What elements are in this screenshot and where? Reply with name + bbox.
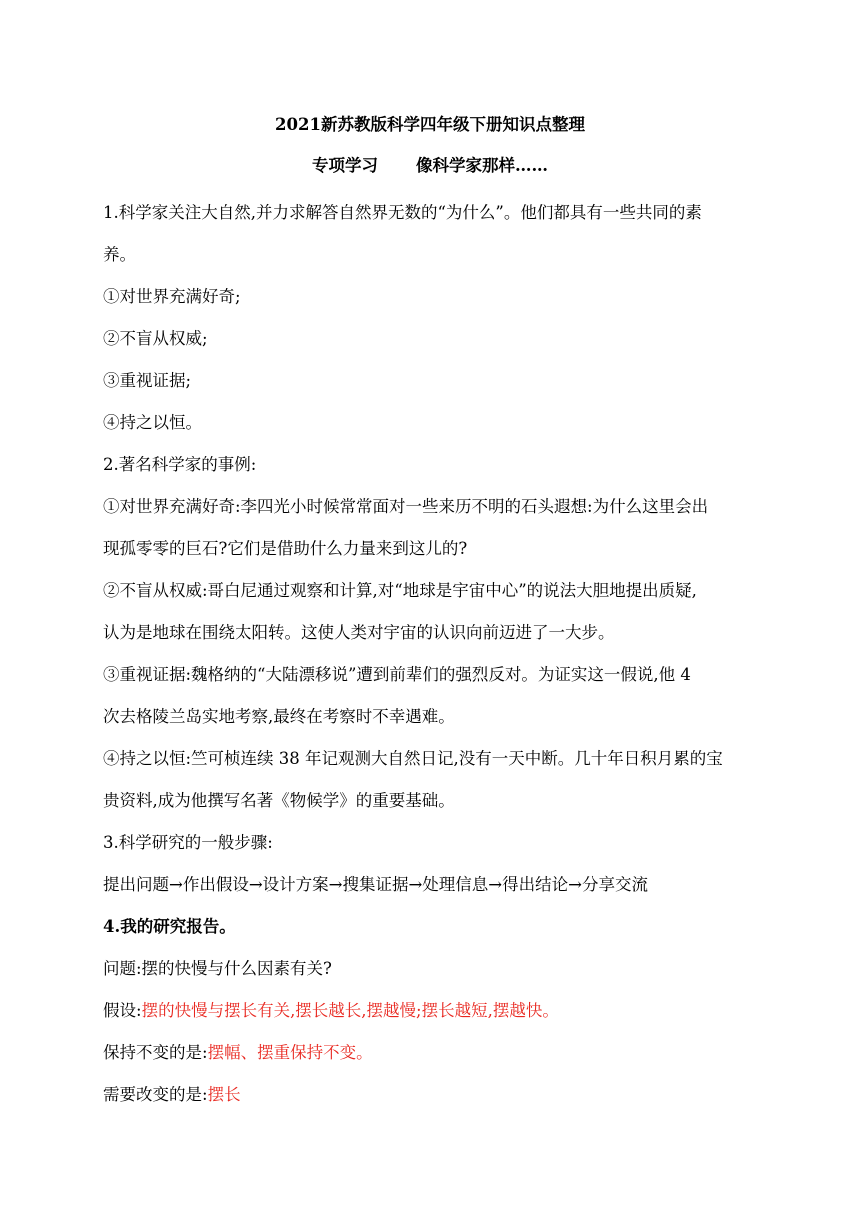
paragraph-1-line-2: 养。 xyxy=(103,245,136,264)
paragraph-3-heading: 3.科学研究的一般步骤: xyxy=(103,833,273,852)
trait-perseverance: ④持之以恒。 xyxy=(103,413,202,432)
trait-skepticism: ②不盲从权威; xyxy=(103,329,208,348)
report-variable xyxy=(103,1074,763,1116)
constant-answer: 摆幅、摆重保持不变。 xyxy=(207,1043,373,1062)
report-question: 问题:摆的快慢与什么因素有关? xyxy=(103,959,332,978)
document-body xyxy=(103,192,763,1116)
example-4-line-1: ④持之以恒:竺可桢连续 38 年记观测大自然日记,没有一天中断。几十年日积月累的宝 xyxy=(103,749,723,768)
example-3-line-2: 次去格陵兰岛实地考察,最终在考察时不幸遇难。 xyxy=(103,707,455,726)
constant-label: 保持不变的是: xyxy=(103,1043,208,1062)
example-2-line-1: ②不盲从权威:哥白尼通过观察和计算,对“地球是宇宙中心”的说法大胆地提出质疑, xyxy=(103,581,697,600)
paragraph-4-heading: 4.我的研究报告。 xyxy=(103,917,236,936)
document-title: 2021新苏教版科学四年级下册知识点整理 xyxy=(275,115,585,134)
trait-evidence: ③重视证据; xyxy=(103,371,192,390)
example-4-line-2: 贵资料,成为他撰写名著《物候学》的重要基础。 xyxy=(103,791,455,810)
trait-curiosity: ①对世界充满好奇; xyxy=(103,287,241,306)
variable-label: 需要改变的是: xyxy=(103,1085,208,1104)
document-subtitle xyxy=(0,155,860,177)
paragraph-1-line-1: 1.科学家关注大自然,并力求解答自然界无数的“为什么”。他们都具有一些共同的素 xyxy=(103,203,702,222)
example-3-line-1: ③重视证据:魏格纳的“大陆漂移说”遭到前辈们的强烈反对。为证实这一假说,他 4 xyxy=(103,665,691,684)
hypothesis-label: 假设: xyxy=(103,1001,142,1020)
research-steps: 提出问题→作出假设→设计方案→搜集证据→处理信息→得出结论→分享交流 xyxy=(103,875,648,894)
example-2-line-2: 认为是地球在围绕太阳转。这使人类对宇宙的认识向前迈进了一大步。 xyxy=(103,623,615,642)
example-1-line-1: ①对世界充满好奇:李四光小时候常常面对一些来历不明的石头遐想:为什么这里会出 xyxy=(103,497,709,516)
subtitle-topic: 像科学家那样…… xyxy=(416,156,548,175)
report-hypothesis xyxy=(103,990,763,1032)
variable-answer: 摆长 xyxy=(207,1085,241,1104)
hypothesis-answer: 摆的快慢与摆长有关,摆长越长,摆越慢;摆长越短,摆越快。 xyxy=(141,1001,559,1020)
subtitle-section: 专项学习 xyxy=(312,156,378,175)
report-constant xyxy=(103,1032,763,1074)
paragraph-2-heading: 2.著名科学家的事例: xyxy=(103,455,257,474)
example-1-line-2: 现孤零零的巨石?它们是借助什么力量来到这儿的? xyxy=(103,539,468,558)
